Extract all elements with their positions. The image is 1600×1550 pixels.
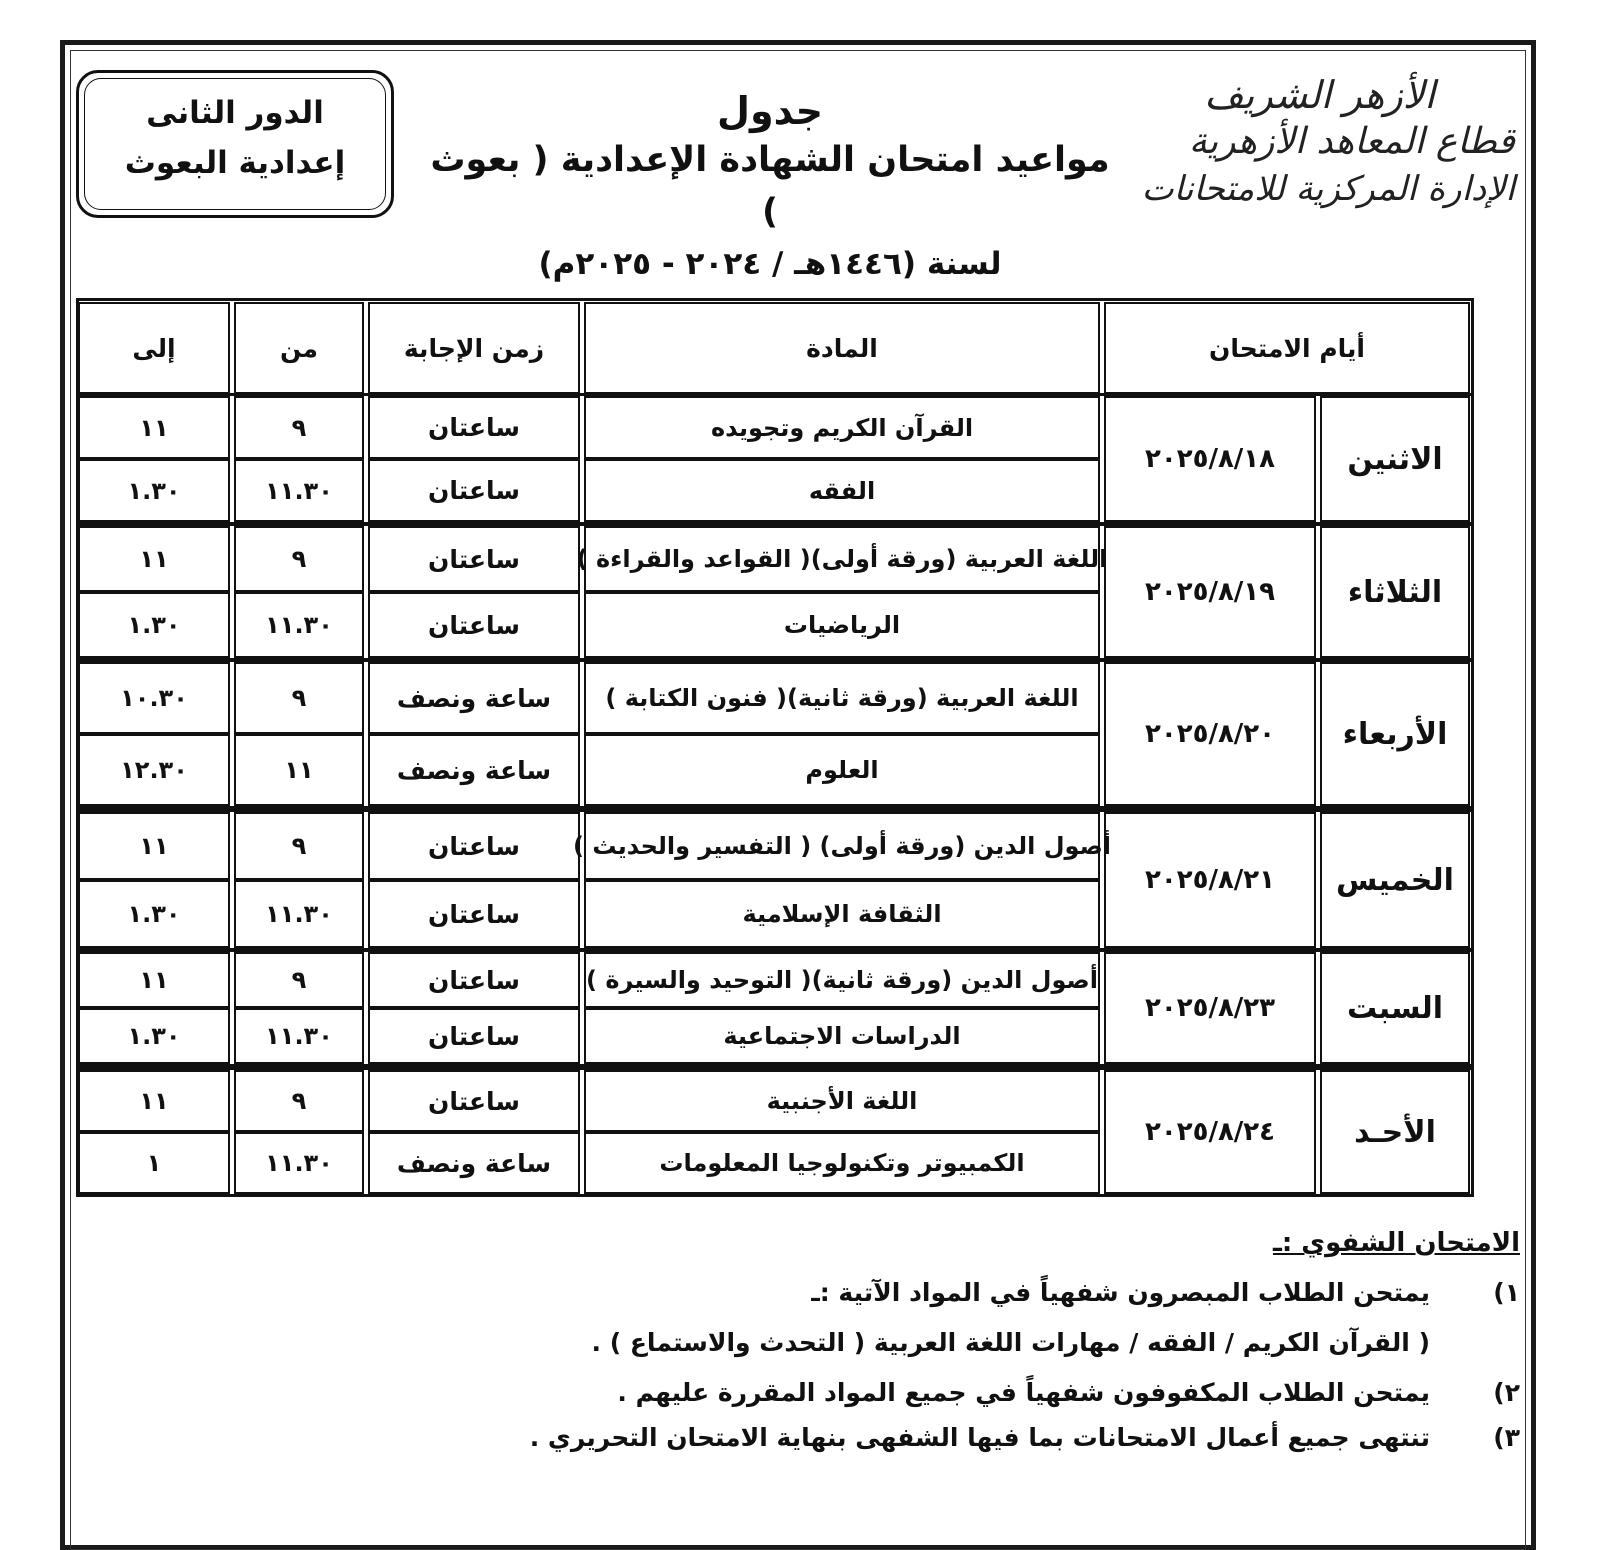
subject-cell: الفقه — [584, 459, 1100, 522]
day-name: الثلاثاء — [1320, 526, 1470, 658]
session-box — [76, 70, 394, 218]
oral-note-number: ٢) — [1493, 1378, 1520, 1407]
header-from: من — [234, 302, 364, 394]
oral-note-number: ١) — [1493, 1278, 1520, 1307]
duration-cell: ساعتان — [368, 592, 580, 658]
exam-date: ٢٠٢٥/٨/١٨ — [1104, 396, 1316, 522]
from-time-cell: ٩ — [234, 526, 364, 592]
to-time-cell: ١ — [78, 1132, 230, 1194]
exam-date: ٢٠٢٥/٨/٢٣ — [1104, 952, 1316, 1064]
org-line-2: قطاع المعاهد الأزهرية — [1188, 121, 1515, 162]
oral-note-1 — [811, 1278, 1520, 1307]
org-line-1: الأزهر الشريف — [1204, 73, 1435, 117]
to-time-cell: ١١ — [78, 396, 230, 459]
from-time-cell: ١١.٣٠ — [234, 880, 364, 948]
header-to: إلى — [78, 302, 230, 394]
oral-exam-title: الامتحان الشفوي :ـ — [1272, 1228, 1520, 1258]
exam-date: ٢٠٢٥/٨/٢٤ — [1104, 1070, 1316, 1194]
duration-cell: ساعة ونصف — [368, 662, 580, 734]
from-time-cell: ٩ — [234, 396, 364, 459]
oral-note-3 — [530, 1423, 1520, 1452]
from-time-cell: ٩ — [234, 952, 364, 1008]
org-line-3: الإدارة المركزية للامتحانات — [1141, 169, 1515, 209]
to-time-cell: ١.٣٠ — [78, 880, 230, 948]
duration-cell: ساعتان — [368, 1070, 580, 1132]
oral-note-2 — [617, 1378, 1520, 1407]
exam-date: ٢٠٢٥/٨/٢٠ — [1104, 662, 1316, 806]
subject-cell: أصول الدين (ورقة ثانية)( التوحيد والسيرة ) — [584, 952, 1100, 1008]
subject-cell: القرآن الكريم وتجويده — [584, 396, 1100, 459]
exam-date: ٢٠٢٥/٨/١٩ — [1104, 526, 1316, 658]
from-time-cell: ٩ — [234, 1070, 364, 1132]
day-name: الأحـد — [1320, 1070, 1470, 1194]
oral-note-1-sub — [592, 1328, 1520, 1357]
exam-date: ٢٠٢٥/٨/٢١ — [1104, 812, 1316, 948]
to-time-cell: ١.٣٠ — [78, 459, 230, 522]
duration-cell: ساعتان — [368, 880, 580, 948]
to-time-cell: ١١ — [78, 812, 230, 880]
duration-cell: ساعتان — [368, 459, 580, 522]
header-days: أيام الامتحان — [1104, 302, 1470, 394]
from-time-cell: ١١.٣٠ — [234, 1132, 364, 1194]
subject-cell: العلوم — [584, 734, 1100, 806]
from-time-cell: ١١.٣٠ — [234, 1008, 364, 1064]
subject-cell: الدراسات الاجتماعية — [584, 1008, 1100, 1064]
session-label: الدور الثانى — [146, 95, 324, 131]
to-time-cell: ١٠.٣٠ — [78, 662, 230, 734]
subject-cell: اللغة العربية (ورقة ثانية)( فنون الكتابة ) — [584, 662, 1100, 734]
duration-cell: ساعتان — [368, 952, 580, 1008]
to-time-cell: ١٢.٣٠ — [78, 734, 230, 806]
duration-cell: ساعتان — [368, 1008, 580, 1064]
oral-note-text: تنتهى جميع أعمال الامتحانات بما فيها الشفهى بنهاية الامتحان التحريري . — [529, 1423, 1430, 1452]
duration-cell: ساعة ونصف — [368, 1132, 580, 1194]
day-name: الاثنين — [1320, 396, 1470, 522]
day-name: الأربعاء — [1320, 662, 1470, 806]
subject-cell: اللغة العربية (ورقة أولى)( القواعد والقراءة ) — [584, 526, 1100, 592]
subject-cell: أصول الدين (ورقة أولى) ( التفسير والحديث ) — [584, 812, 1100, 880]
doc-subtitle: مواعيد امتحان الشهادة الإعدادية ( بعوث ) — [430, 140, 1110, 232]
from-time-cell: ٩ — [234, 812, 364, 880]
to-time-cell: ١١ — [78, 1070, 230, 1132]
duration-cell: ساعتان — [368, 396, 580, 459]
doc-title: جدول — [717, 89, 823, 133]
to-time-cell: ١١ — [78, 526, 230, 592]
duration-cell: ساعتان — [368, 526, 580, 592]
subject-cell: اللغة الأجنبية — [584, 1070, 1100, 1132]
from-time-cell: ١١.٣٠ — [234, 592, 364, 658]
duration-cell: ساعة ونصف — [368, 734, 580, 806]
oral-note-text: يمتحن الطلاب المكفوفون شفهياً في جميع المواد المقررة عليهم . — [617, 1378, 1430, 1407]
day-name: السبت — [1320, 952, 1470, 1064]
duration-cell: ساعتان — [368, 812, 580, 880]
to-time-cell: ١.٣٠ — [78, 1008, 230, 1064]
header-subject: المادة — [584, 302, 1100, 394]
title-block — [420, 88, 1120, 290]
oral-note-text: يمتحن الطلاب المبصرون شفهياً في المواد الآتية :ـ — [811, 1278, 1430, 1307]
from-time-cell: ٩ — [234, 662, 364, 734]
day-name: الخميس — [1320, 812, 1470, 948]
doc-year: لسنة (١٤٤٦هـ / ٢٠٢٤ - ٢٠٢٥م) — [538, 246, 1002, 282]
to-time-cell: ١١ — [78, 952, 230, 1008]
from-time-cell: ١١ — [234, 734, 364, 806]
organization-header — [1095, 72, 1515, 212]
oral-note-text: ( القرآن الكريم / الفقه / مهارات اللغة العربية ( التحدث والاستماع ) . — [591, 1328, 1430, 1357]
from-time-cell: ١١.٣٠ — [234, 459, 364, 522]
oral-note-number: ٣) — [1493, 1423, 1520, 1452]
to-time-cell: ١.٣٠ — [78, 592, 230, 658]
subject-cell: الرياضيات — [584, 592, 1100, 658]
level-label: إعدادية البعوث — [124, 145, 346, 181]
header-duration: زمن الإجابة — [368, 302, 580, 394]
subject-cell: الثقافة الإسلامية — [584, 880, 1100, 948]
subject-cell: الكمبيوتر وتكنولوجيا المعلومات — [584, 1132, 1100, 1194]
